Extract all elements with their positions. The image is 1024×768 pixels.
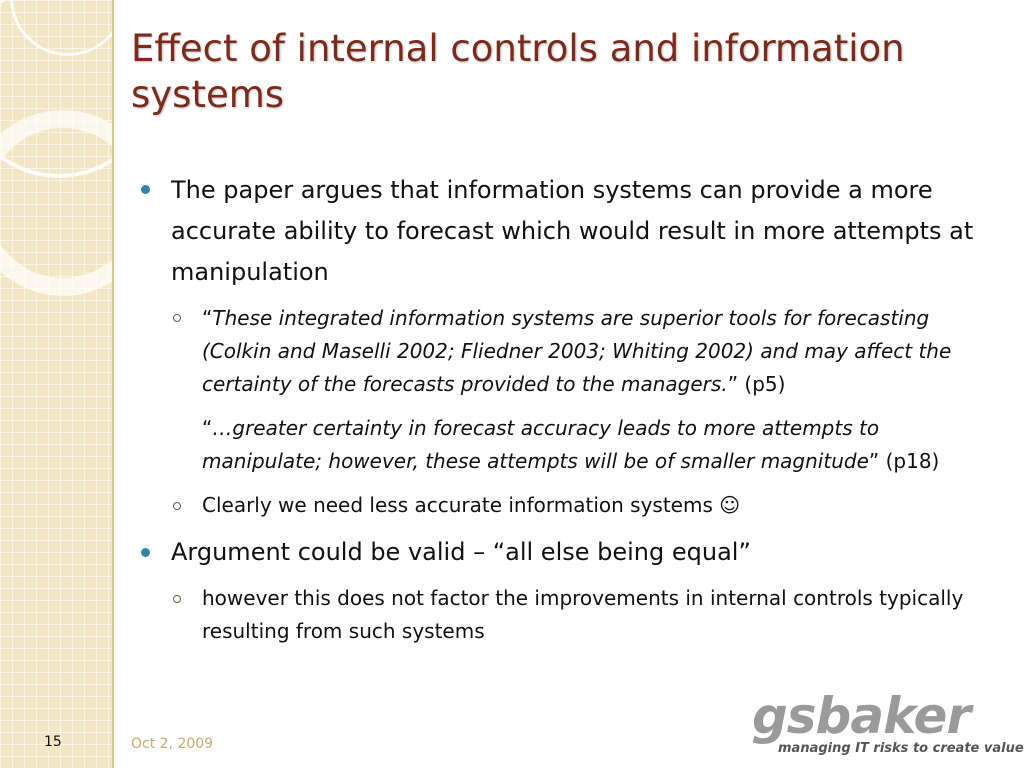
page-number: 15 <box>44 734 62 750</box>
sub-bullet-clearly <box>202 489 992 522</box>
quote-ref-p5: ” (p5) <box>727 372 786 396</box>
bullet-dot-icon <box>141 548 150 557</box>
logo-wordmark: gsbaker <box>752 687 971 745</box>
slide-title: Effect of internal controls and information systems <box>131 27 905 116</box>
sidebar-divider <box>112 0 114 768</box>
sub-bullet-quote-p5 <box>202 302 992 401</box>
open-quote: “ <box>202 416 213 440</box>
company-logo <box>752 687 1024 759</box>
bullet-1-text: The paper argues that information systems can provide a more accurate ability to forecast which would result in more attempts at manipulation <box>171 176 974 286</box>
sub-bullet-ring-icon <box>173 314 181 322</box>
decorative-sidebar <box>0 0 113 768</box>
sub-bullet-ring-icon <box>173 502 181 510</box>
sub-bullet-quote-p18 <box>202 412 992 478</box>
sub-bullet-ring-icon <box>173 595 181 603</box>
decorative-ring <box>0 110 113 296</box>
quote-ref-p18: ” (p18) <box>868 449 940 473</box>
quote-text-p5: These integrated information systems are superior tools for forecasting (Colkin and Maselli 2002; Fliedner 2003; Whiting 2002) and may affect the certainty of the forecasts provided to the managers. <box>202 306 952 396</box>
slide-date: Oct 2, 2009 <box>131 736 214 752</box>
sub-bullet-clearly-text: Clearly we need less accurate information systems <box>202 493 713 517</box>
bullet-dot-icon <box>141 185 150 194</box>
sub-bullet-however: however this does not factor the improvements in internal controls typically resulting from such systems <box>202 586 964 643</box>
smiley-icon: ☺ <box>719 493 741 517</box>
open-quote: “ <box>202 306 213 330</box>
bullet-2-text: Argument could be valid – “all else being equal” <box>171 538 751 566</box>
logo-tagline: managing IT risks to create value <box>778 741 1024 756</box>
quote-text-p18: …greater certainty in forecast accuracy leads to more attempts to manipulate; however, these attempts will be of smaller magnitude <box>202 416 880 473</box>
